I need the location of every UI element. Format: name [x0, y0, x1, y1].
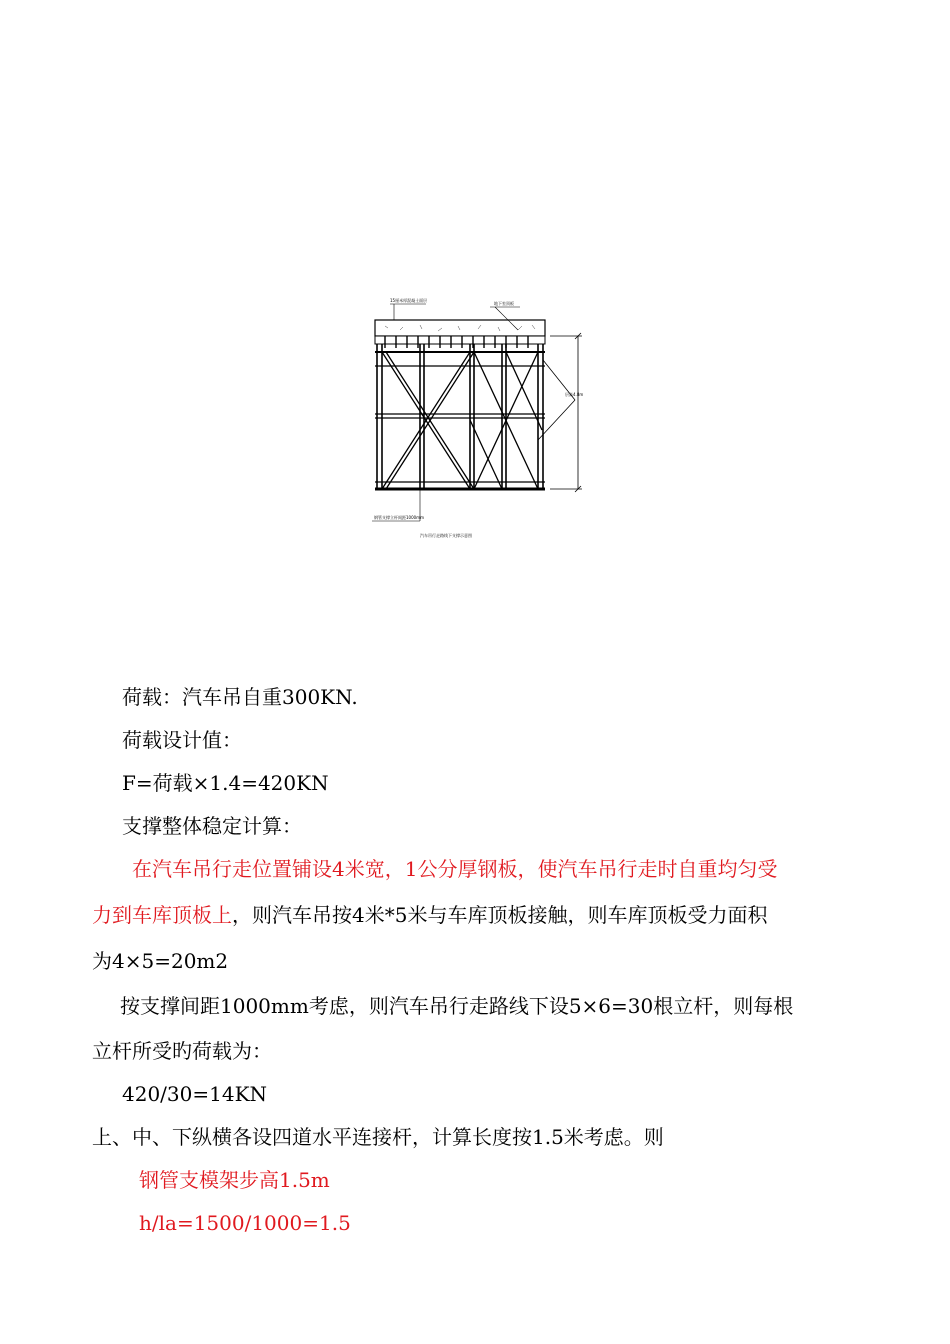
line-3 — [122, 769, 329, 797]
line-7 — [92, 947, 228, 975]
line-8-text: 按支撑间距1000mm考虑，则汽车吊行走路线下设5×6=30根立杆，则每根 — [120, 994, 794, 1018]
line-3-text: F=荷载×1.4=420KN — [122, 771, 329, 795]
line-10-text: 420/30=14KN — [122, 1082, 268, 1106]
line-12 — [139, 1166, 330, 1194]
label-top-left: 15厘米厚混凝土面层 — [390, 298, 428, 303]
line-5 — [132, 855, 777, 883]
line-9-text: 立杆所受旳荷载为： — [92, 1039, 272, 1063]
line-5-red: 在汽车吊行走位置铺设4米宽，1公分厚钢板，使汽车吊行走时自重均匀受 — [132, 857, 778, 881]
line-8 — [120, 992, 793, 1020]
line-6-text: ，则汽车吊按4米*5米与车库顶板接触，则车库顶板受力面积 — [232, 903, 768, 927]
line-13-red: h/la=1500/1000=1.5 — [139, 1211, 351, 1235]
line-1 — [122, 683, 358, 711]
dimension-label: 层高4.8m — [565, 392, 584, 397]
line-2-text: 荷载设计值： — [122, 728, 242, 752]
line-2 — [122, 726, 242, 754]
line-9 — [92, 1037, 272, 1065]
line-4-text: 支撑整体稳定计算： — [122, 814, 302, 838]
concrete-slab — [375, 320, 545, 336]
line-12-red: 钢管支模架步高1.5m — [139, 1168, 330, 1192]
line-11 — [92, 1123, 664, 1151]
line-1-text: 荷载：汽车吊自重300KN. — [122, 685, 358, 709]
ledgers — [375, 366, 545, 482]
line-7-text: 为4×5=20m2 — [92, 949, 229, 973]
label-top-right: 地下室顶板 — [494, 301, 514, 306]
label-bottom-left: 钢管支撑立杆间距1000mm — [374, 515, 424, 520]
line-11-text: 上、中、下纵横各设四道水平连接杆，计算长度按1.5米考虑。则 — [92, 1125, 664, 1149]
scaffold-diagram — [360, 290, 610, 545]
line-10 — [122, 1080, 267, 1108]
line-6 — [92, 901, 767, 929]
line-4 — [122, 812, 302, 840]
diagonal-braces — [382, 352, 542, 489]
joist-band — [375, 336, 545, 344]
scaffold-svg — [360, 290, 610, 545]
line-13 — [139, 1209, 351, 1237]
figure-caption: 汽车吊行走路线下支撑示意图 — [420, 533, 472, 538]
line-6-red: 力到车库顶板上 — [92, 903, 232, 927]
dimension-line — [550, 333, 582, 492]
